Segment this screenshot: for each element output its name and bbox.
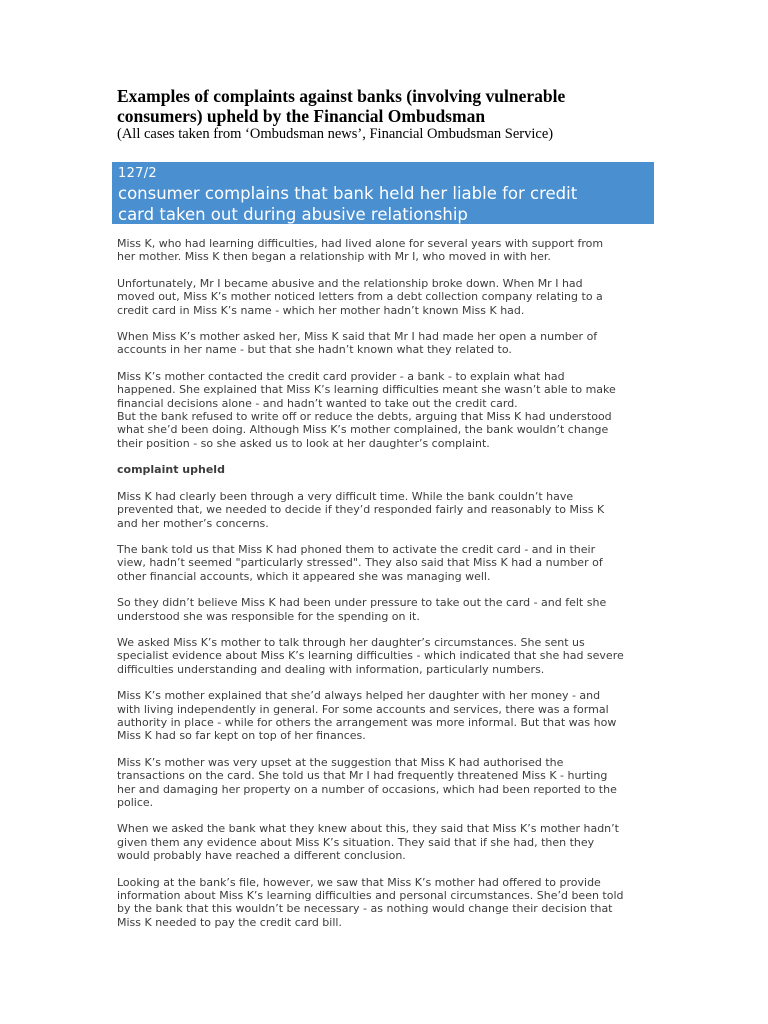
case-heading	[118, 183, 654, 225]
paragraph: But the bank refused to write off or reduce the debts, arguing that Miss K had understood what she’d been doing. Although Miss K’s mother complained, the bank wouldn’t change their position - so she asked us to look at her daughter’s complaint.	[117, 410, 612, 450]
paragraph: We asked Miss K’s mother to talk through her daughter’s circumstances. She sent us specialist evidence about Miss K’s learning difficulties - which indicated that she had severe difficulties understanding and dealing with information, particularly numbers.	[117, 635, 624, 676]
case-body	[117, 237, 662, 942]
paragraph: When we asked the bank what they knew about this, they said that Miss K’s mother hadn’t given them any evidence about Miss K’s situation. They said that if she had, then they would probably have reached a different conclusion.	[117, 822, 619, 863]
paragraph: When Miss K’s mother asked her, Miss K said that Mr I had made her open a number of accounts in her name - but that she hadn’t known what they related to.	[117, 330, 598, 357]
document-subtitle: (All cases taken from ‘Ombudsman news’, Financial Ombudsman Service)	[117, 126, 554, 142]
paragraph: Miss K, who had learning difficulties, had lived alone for several years with support from her mother. Miss K then began a relationship with Mr I, who moved in with her.	[117, 237, 604, 264]
paragraph: Unfortunately, Mr I became abusive and the relationship broke down. When Mr I had moved out, Miss K’s mother noticed letters from a debt collection company relating to a credit card in Miss K’s name - which her mother hadn’t known Miss K had.	[117, 276, 603, 317]
paragraph: The bank told us that Miss K had phoned them to activate the credit card - and in their view, hadn’t seemed "particularly stressed". They also said that Miss K had a number of other financial accounts, which it appeared she was managing well.	[117, 542, 603, 583]
paragraph: So they didn’t believe Miss K had been under pressure to take out the card - and felt she understood she was responsible for the spending on it.	[117, 596, 607, 623]
paragraph: Miss K’s mother was very upset at the suggestion that Miss K had authorised the transactions on the card. She told us that Mr I had frequently threatened Miss K - hurting her and damaging her property on a number of occasions, which had been reported to the police.	[117, 755, 617, 809]
paragraph: Miss K’s mother explained that she’d always helped her daughter with her money - and with living independently in general. For some accounts and services, there was a formal authority in place - while for others the arrangement was more informal. But that was how Miss K had so far kept on top of her finances.	[117, 689, 617, 743]
paragraph: Miss K’s mother contacted the credit card provider - a bank - to explain what had happened. She explained that Miss K’s learning difficulties meant she wasn’t able to make financial decisions alone - and hadn’t wanted to take out the credit card.	[117, 369, 616, 410]
outcome-heading: complaint upheld	[117, 463, 225, 477]
document-title-text: Examples of complaints against banks (involving vulnerable consumers) upheld by the Financial Ombudsman	[117, 86, 566, 126]
case-heading-line-1: consumer complains that bank held her liable for credit	[118, 184, 578, 203]
case-banner	[112, 162, 654, 224]
paragraph: Miss K had clearly been through a very difficult time. While the bank couldn’t have prevented that, we needed to decide if they’d responded fairly and reasonably to Miss K and her mother’s concerns.	[117, 489, 605, 530]
case-number: 127/2	[118, 166, 157, 181]
paragraph: Looking at the bank’s file, however, we saw that Miss K’s mother had offered to provide information about Miss K’s learning difficulties and personal circumstances. She’d been told by the bank that this wouldn’t be necessary - as nothing would change their decision that Miss K needed to pay the credit card bill.	[117, 875, 624, 929]
case-heading-line-2: card taken out during abusive relationship	[118, 205, 468, 224]
document-title	[117, 86, 677, 126]
